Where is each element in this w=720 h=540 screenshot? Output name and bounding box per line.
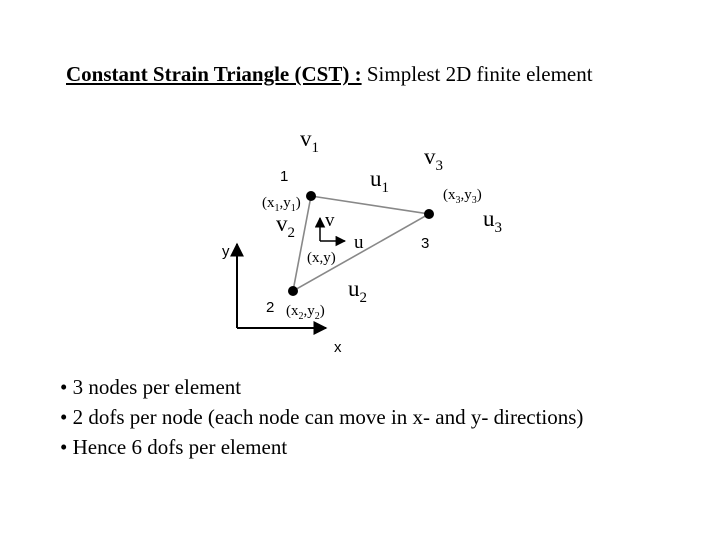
node-3-number: 3 (421, 235, 430, 252)
interior-u-label: u (354, 232, 364, 253)
node-2-v-dof: $v_2$ (276, 211, 295, 241)
title-plain-part: Simplest 2D finite element (366, 62, 593, 86)
node-2-number: 2 (266, 299, 275, 316)
node-3-v-dof: $v_3$ (424, 144, 443, 174)
interior-v-label: v (325, 210, 335, 231)
x-axis-label: x (334, 339, 342, 356)
interior-point-label: (x,y) (307, 250, 336, 266)
bullet-item: • 3 nodes per element (60, 375, 242, 399)
node-3-coords: $(x_3,y_3)$ (443, 187, 482, 206)
node-1-number: 1 (280, 168, 289, 185)
bullet-item: • 2 dofs per node (each node can move in x- and y- directions) (60, 405, 584, 429)
node-1-marker (306, 191, 316, 201)
node-1-v-dof: $v_1$ (300, 126, 319, 156)
node-1-coords: $(x_1,y_1)$ (262, 195, 301, 214)
node-3-u-dof: $u_3$ (483, 206, 502, 236)
node-2-marker (288, 286, 298, 296)
bullet-item: • Hence 6 dofs per element (60, 435, 288, 459)
bullet-list (60, 372, 583, 462)
node-3-marker (424, 209, 434, 219)
node-2-coords: $(x_2,y_2)$ (286, 303, 325, 322)
title-bold-part: Constant Strain Triangle (CST) : (66, 62, 362, 86)
node-2-u-dof: $u_2$ (348, 276, 367, 306)
y-axis-label: y (222, 243, 230, 260)
node-1-u-dof: $u_1$ (370, 166, 389, 196)
